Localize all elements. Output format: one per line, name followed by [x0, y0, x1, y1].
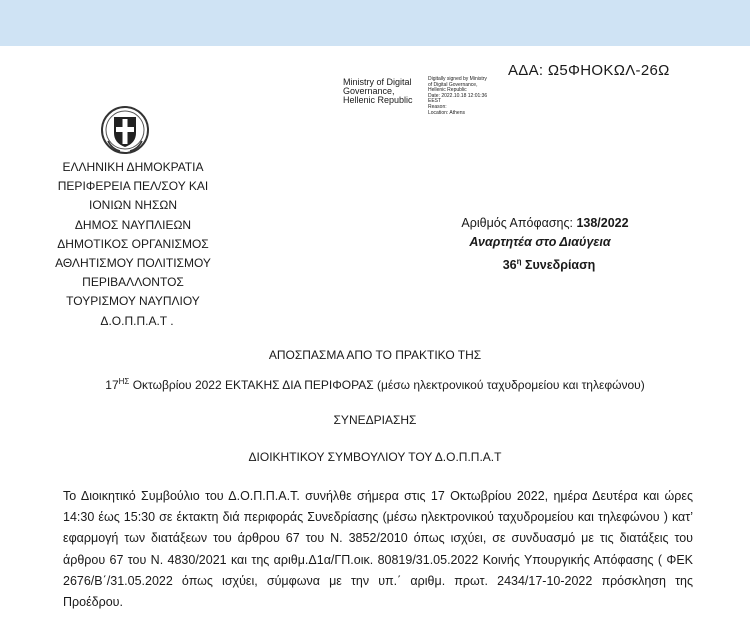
signer-line: Governance, — [343, 86, 395, 96]
authority-line: ΠΕΡΙΒΑΛΛΟΝΤΟΣ — [82, 275, 184, 290]
authority-line: ΤΟΥΡΙΣΜΟΥ ΝΑΥΠΛΙΟΥ — [66, 294, 200, 309]
session-sup: η — [516, 257, 522, 266]
signature-detail-line: Digitally signed by Ministry — [428, 76, 487, 82]
authority-line: Δ.Ο.Π.Π.Α.Τ . — [100, 313, 174, 328]
signature-detail-line: EEST — [428, 98, 442, 105]
ada-code: ΑΔΑ: Ω5ΦΗΟΚΩΛ-26Ω — [508, 62, 670, 79]
session-line — [415, 252, 665, 275]
signature-detail-line: Hellenic Republic — [428, 87, 467, 94]
issuing-authority — [28, 158, 238, 331]
heading-day-sup: ΗΣ — [118, 377, 130, 386]
session-number: 36 — [502, 258, 517, 273]
authority-line: ΔΗΜΟΣ ΝΑΥΠΛΙΕΩΝ — [74, 217, 192, 232]
authority-line: ΙΟΝΙΩΝ ΝΗΣΩΝ — [88, 198, 178, 213]
decision-number-label: Αριθμός Απόφασης: — [461, 216, 573, 230]
signature-signer — [343, 78, 413, 105]
decision-number: 138/2022 — [576, 216, 629, 230]
authority-line: ΠΕΡΙΦΕΡΕΙΑ ΠΕΛ/ΣΟΥ ΚΑΙ — [57, 179, 209, 194]
signature-detail-line: of Digital Governance, — [428, 81, 478, 88]
signature-detail-line: Location: Athens — [428, 109, 465, 116]
signature-details — [428, 77, 487, 116]
authority-line: ΔΗΜΟΤΙΚΟΣ ΟΡΓΑΝΙΣΜΟΣ — [57, 236, 209, 251]
heading-date-line — [0, 377, 750, 392]
signature-detail-line: Reason: — [428, 103, 447, 110]
greek-coat-of-arms-icon — [100, 105, 150, 155]
decision-info — [415, 214, 665, 275]
viewer-top-bar — [0, 0, 750, 46]
session-word: Συνεδρίαση — [524, 258, 596, 273]
heading-date-rest: Οκτωβρίου 2022 ΕΚΤΑΚΗΣ ΔΙΑ ΠΕΡΙΦΟΡΑΣ (μέσω ηλεκτρονικού ταχυδρομείου και τηλεφώνου) — [132, 378, 645, 392]
decision-number-line — [415, 214, 665, 233]
heading-day: 17 — [105, 378, 119, 392]
signer-line: Hellenic Republic — [343, 95, 413, 105]
heading-extract: ΑΠΟΣΠΑΣΜΑ ΑΠΟ ΤΟ ΠΡΑΚΤΙΚΟ ΤΗΣ — [268, 348, 482, 362]
authority-line: ΑΘΛΗΤΙΣΜΟΥ ΠΟΛΙΤΙΣΜΟΥ — [55, 256, 211, 271]
authority-line: ΕΛΛΗΝΙΚΗ ΔΗΜΟΚΡΑΤΙΑ — [62, 160, 204, 174]
signer-line: Ministry of Digital — [343, 77, 412, 87]
body-paragraph: Το Διοικητικό Συμβούλιο του Δ.Ο.Π.Π.Α.Τ. συνήλθε σήμερα στις 17 Οκτωβρίου 2022, ημέρα Δευτέρα και ώρες 14:30 έως 15:30 σε έκτακτη διά περιφοράς Συνεδρίασης (μέσω ηλεκτρονικού ταχυδρομείου και τηλεφώνου ) κατ’ εφαρμογή των διατάξεων του άρθρου 67 του Ν. 3852/2010 όπως ισχύει, σε συνδυασμό με τις διατάξεις του άρθρου 67 του Ν. 4830/2021 και της αριθμ.Δ1α/ΓΠ.οικ. 80819/31.05.2022 Κοινής Υπουργικής Απόφασης ( ΦΕΚ 2676/Β΄/31.05.2022 όπως ισχύει, σύμφωνα με την υπ.΄ αριθμ. πρωτ. 2434/17-10-2022 πρόσκληση της Προέδρου. — [63, 489, 693, 610]
heading-session: ΣΥΝΕΔΡΙΑΣΗΣ — [333, 413, 417, 427]
signature-detail-line: Date: 2022.10.18 12:01:36 — [428, 92, 488, 99]
posted-note: Αναρτητέα στο Διαύγεια — [469, 235, 611, 249]
heading-board: ΔΙΟΙΚΗΤΙΚΟΥ ΣΥΜΒΟΥΛΙΟΥ ΤΟΥ Δ.Ο.Π.Π.Α.Τ — [248, 450, 502, 464]
